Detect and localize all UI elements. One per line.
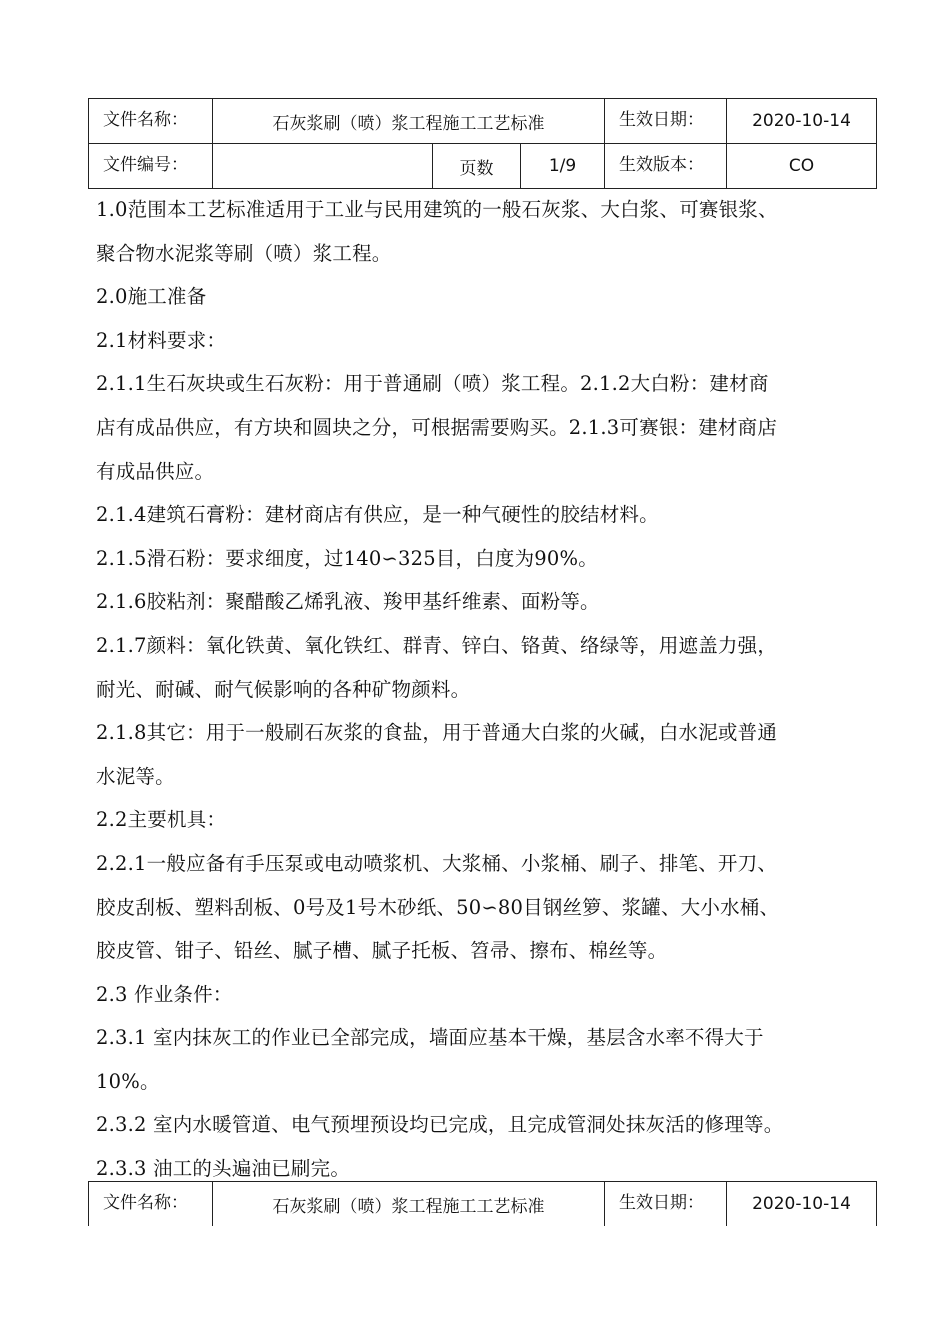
body-line: 2.3.1 室内抹灰工的作业已全部完成，墙面应基本干燥，基层含水率不得大于 [96,1026,764,1050]
body-line: 水泥等。 [96,764,175,788]
body-line: 2.2.1一般应备有手压泵或电动喷浆机、大浆桶、小浆桶、刷子、排笔、开刀、 [96,851,778,875]
document-body [96,188,880,1191]
file-name-label: 文件名称： [89,1182,213,1227]
body-line: 聚合物水泥浆等刷（喷）浆工程。 [96,241,392,265]
header-row-title [89,99,877,144]
body-line: 2.1.4建筑石膏粉：建材商店有供应，是一种气硬性的胶结材料。 [96,503,659,527]
section-heading: 2.0施工准备 [96,285,207,309]
version-label: 生效版本： [605,144,727,189]
body-line: 10%。 [96,1069,160,1093]
body-line: 2.3.2 室内水暖管道、电气预埋预设均已完成，且完成管洞处抹灰活的修理等。 [96,1113,784,1137]
file-name-value: 石灰浆刷（喷）浆工程施工工艺标准 [213,99,605,144]
effective-date-label: 生效日期： [605,99,727,144]
pages-value: 1/9 [521,144,605,189]
effective-date-value: 2020-10-14 [727,1182,877,1227]
body-line: 2.1.5滑石粉：要求细度，过140∽325目，白度为90%。 [96,546,598,570]
file-name-value: 石灰浆刷（喷）浆工程施工工艺标准 [213,1182,605,1227]
file-no-label: 文件编号： [89,144,213,189]
file-name-label: 文件名称： [89,99,213,144]
body-line: 胶皮刮板、塑料刮板、0号及1号木砂纸、50∽80目钢丝箩、浆罐、大小水桶、 [96,895,780,919]
body-line: 店有成品供应，有方块和圆块之分，可根据需要购买。2.1.3可赛银：建材商店 [96,415,778,439]
subsection-heading: 2.2主要机具： [96,808,227,832]
body-line: 2.1.1生石灰块或生石灰粉：用于普通刷（喷）浆工程。2.1.2大白粉：建材商 [96,372,769,396]
pages-label: 页数 [433,144,521,189]
body-line: 2.1.7颜料：氧化铁黄、氧化铁红、群青、锌白、铬黄、络绿等，用遮盖力强， [96,633,778,657]
effective-date-value: 2020-10-14 [727,99,877,144]
body-line: 2.1.6胶粘剂：聚醋酸乙烯乳液、羧甲基纤维素、面粉等。 [96,590,600,614]
subsection-heading: 2.1材料要求： [96,328,227,352]
version-value: CO [727,144,877,189]
file-no-value [213,144,433,189]
body-line: 2.3.3 油工的头遍油已刷完。 [96,1157,351,1181]
body-line: 2.1.8其它：用于一般刷石灰浆的食盐，用于普通大白浆的火碱，白水泥或普通 [96,721,778,745]
effective-date-label: 生效日期： [605,1182,727,1227]
next-page-header-table [88,1181,877,1226]
body-line: 耐光、耐碱、耐气候影响的各种矿物颜料。 [96,677,471,701]
document-header-table [88,98,877,189]
subsection-heading: 2.3 作业条件： [96,982,233,1006]
next-header-row-title [89,1182,877,1227]
body-line: 1.0范围本工艺标准适用于工业与民用建筑的一般石灰浆、大白浆、可赛银浆、 [96,198,778,221]
header-row-meta [89,144,877,189]
body-line: 胶皮管、钳子、铅丝、腻子槽、腻子托板、笤帚、擦布、棉丝等。 [96,939,668,963]
body-line: 有成品供应。 [96,459,215,483]
